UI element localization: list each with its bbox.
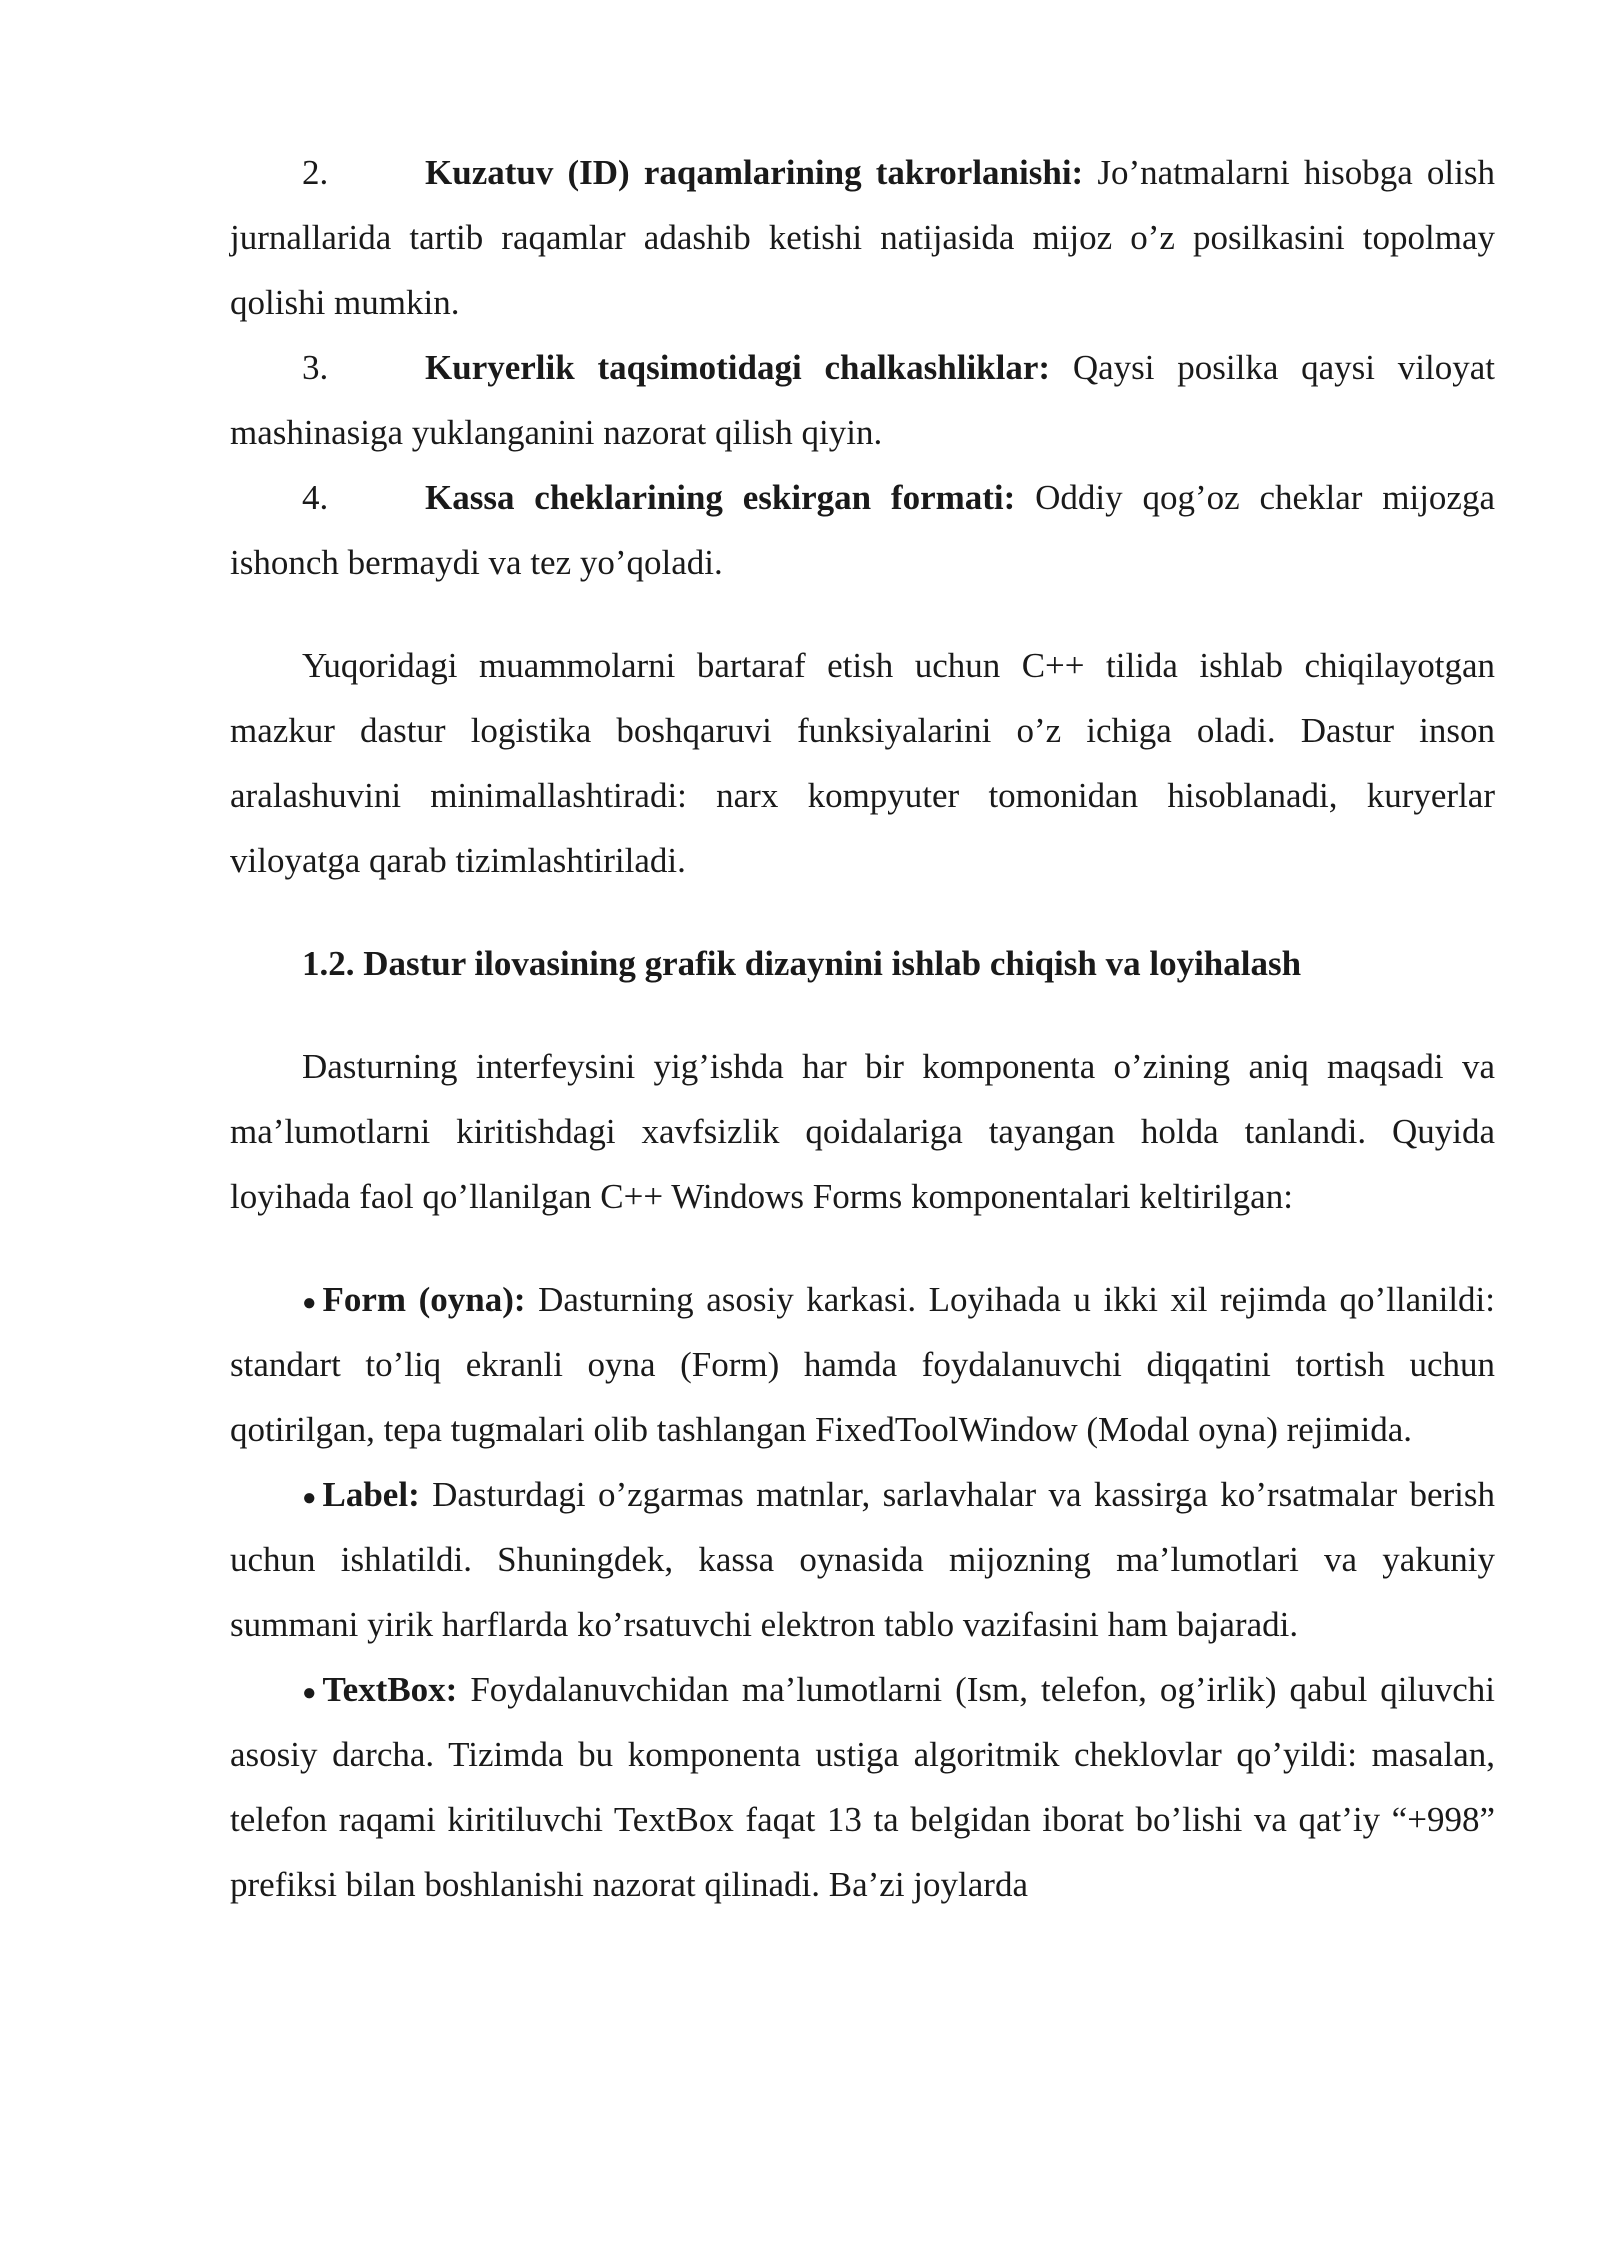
- item-text: Qaysi posilka qaysi viloyat mashinasiga yuklanganini nazorat qilish qiyin.: [230, 348, 1495, 452]
- item-title: Kuzatuv (ID) raqamlarining takrorlanishi:: [425, 153, 1084, 192]
- item-number: 2.: [302, 153, 329, 192]
- bullet-title: Form (oyna):: [322, 1280, 526, 1319]
- numbered-item-2: [230, 140, 1495, 335]
- item-text: Oddiy qog’oz cheklar mijozga ishonch bermaydi va tez yo’qoladi.: [230, 478, 1495, 582]
- item-number: 4.: [302, 478, 329, 517]
- bullet-title: TextBox:: [322, 1670, 458, 1709]
- body-paragraph-1: Yuqoridagi muammolarni bartaraf etish uchun C++ tilida ishlab chiqilayotgan mazkur dastur logistika boshqaruvi funksiyalarini o’z ichiga oladi. Dastur inson aralashuvini minimallashtiradi: narx kompyuter tomonidan hisoblanadi, kuryerlar viloyatga qarab tizimlashtiriladi.: [230, 646, 1495, 880]
- numbered-item-3: [230, 335, 1495, 465]
- bullet-item-label: [230, 1462, 1495, 1657]
- bullet-text: Dasturning asosiy karkasi. Loyihada u ikki xil rejimda qo’llanildi: standart to’liq ekranli oyna (Form) hamda foydalanuvchi diqqatini tortish uchun qotirilgan, tepa tugmalari olib tashlangan FixedToolWindow (Modal oyna) rejimida.: [230, 1280, 1495, 1449]
- bullet-item-form: [230, 1267, 1495, 1462]
- paragraph-spacer: [230, 1229, 1495, 1267]
- item-title: Kuryerlik taqsimotidagi chalkashliklar:: [425, 348, 1051, 387]
- bullet-text: Dasturdagi o’zgarmas matnlar, sarlavhalar va kassirga ko’rsatmalar berish uchun ishlatildi. Shuningdek, kassa oynasida mijozning ma’lumotlari va yakuniy summani yirik harflarda ko’rsatuvchi elektron tablo vazifasini ham bajaradi.: [230, 1475, 1495, 1644]
- paragraph-spacer: [230, 893, 1495, 931]
- bullet-text: Foydalanuvchidan ma’lumotlarni (Ism, telefon, og’irlik) qabul qiluvchi asosiy darcha. Tizimda bu komponenta ustiga algoritmik cheklovlar qo’yildi: masalan, telefon raqami kiritiluvchi TextBox faqat 13 ta belgidan iborat bo’lishi va qat’iy “+998” prefiksi bilan boshlanishi nazorat qilinadi. Ba’zi joylarda: [230, 1670, 1495, 1904]
- bullet-icon: ●: [302, 1679, 317, 1706]
- document-page: [230, 140, 1495, 1917]
- numbered-item-4: [230, 465, 1495, 595]
- bullet-icon: ●: [302, 1484, 317, 1511]
- body-paragraph-2: Dasturning interfeysini yig’ishda har bir komponenta o’zining aniq maqsadi va ma’lumotlarni kiritishdagi xavfsizlik qoidalariga tayangan holda tanlandi. Quyida loyihada faol qo’llanilgan C++ Windows Forms komponentalari keltirilgan:: [230, 1047, 1495, 1216]
- item-title: Kassa cheklarining eskirgan formati:: [425, 478, 1016, 517]
- item-text: Jo’natmalarni hisobga olish jurnallarida tartib raqamlar adashib ketishi natijasida mijoz o’z posilkasini topolmay qolishi mumkin.: [230, 153, 1495, 322]
- bullet-icon: ●: [302, 1289, 317, 1316]
- paragraph-spacer: [230, 595, 1495, 633]
- bullet-title: Label:: [322, 1475, 420, 1514]
- item-number: 3.: [302, 348, 329, 387]
- bullet-item-textbox: [230, 1657, 1495, 1917]
- section-heading: 1.2. Dastur ilovasining grafik dizaynini ishlab chiqish va loyihalash: [302, 944, 1302, 983]
- paragraph-spacer: [230, 996, 1495, 1034]
